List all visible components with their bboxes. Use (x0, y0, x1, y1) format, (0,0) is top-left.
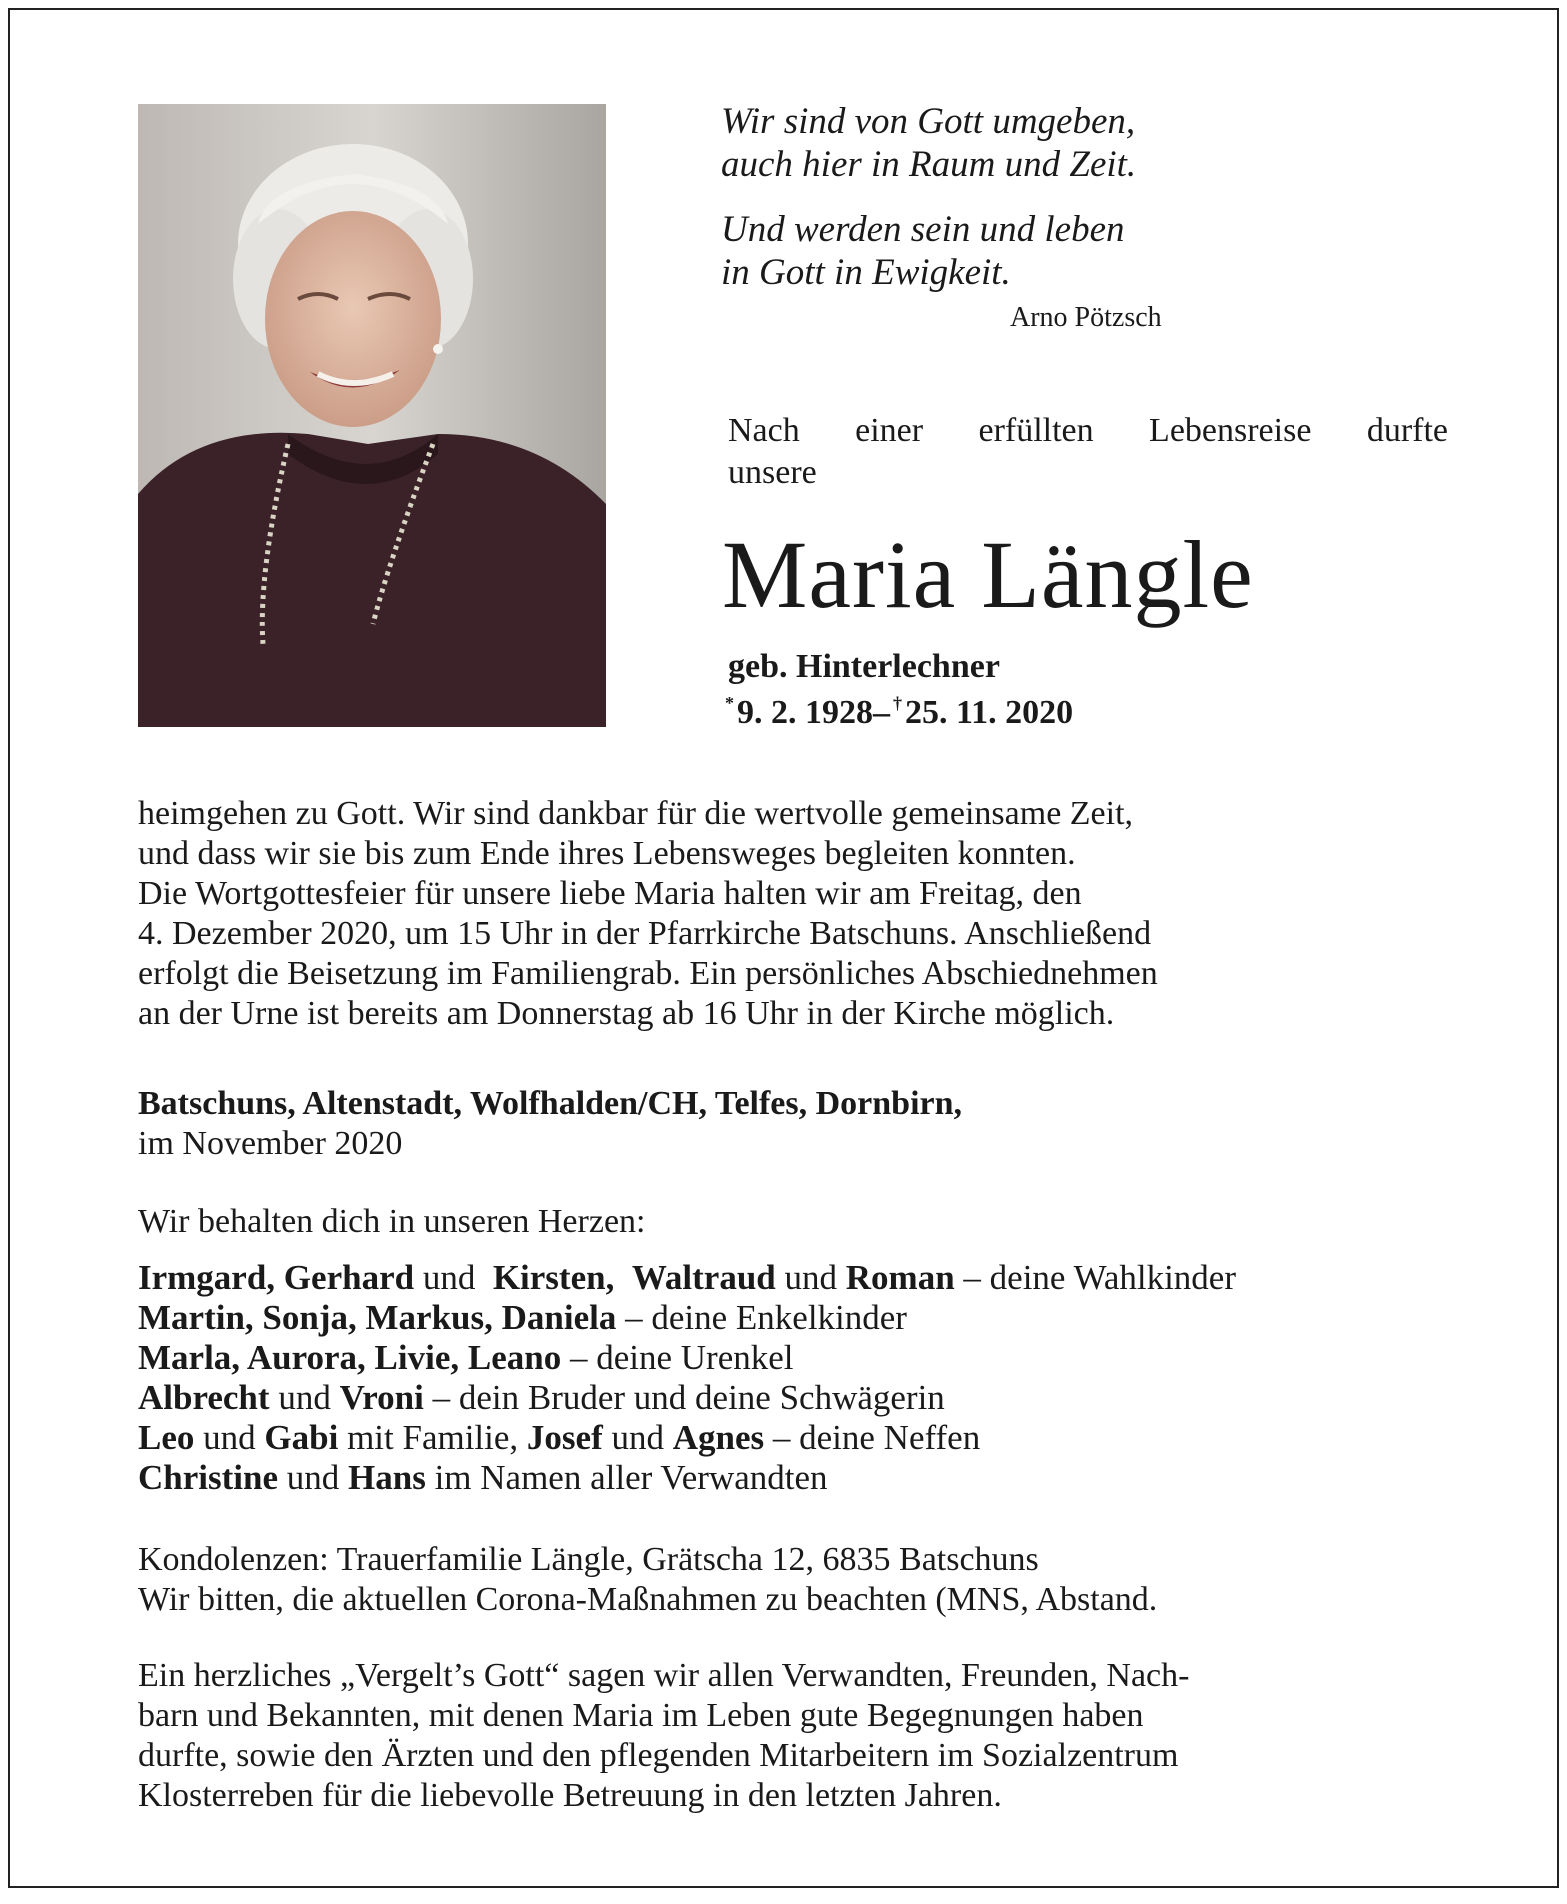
thanks-paragraph (138, 1656, 1443, 1816)
family-names: Agnes (672, 1418, 765, 1457)
family-relation: – deine Enkelkinder (625, 1298, 907, 1337)
body-line: erfolgt die Beisetzung im Familiengrab. Ein persönliches Abschiednehmen (138, 955, 1158, 992)
family-text: und (278, 1378, 331, 1417)
family-names: Gabi (264, 1418, 339, 1457)
family-text: und (784, 1258, 838, 1297)
family-names: Josef (526, 1418, 603, 1457)
family-text: und (203, 1418, 256, 1457)
poem-author: Arno Pötzsch (1010, 302, 1162, 333)
intro-word: erfüllten (978, 412, 1094, 449)
condolence-address: Kondolenzen: Trauerfamilie Längle, Grätscha 12, 6835 Batschuns (138, 1541, 1039, 1578)
family-text: und (286, 1458, 340, 1497)
portrait-image (138, 104, 606, 727)
family-names: Marla, Aurora, Livie, Leano (138, 1338, 562, 1377)
poem-stanza-2 (721, 208, 1281, 294)
thanks-line: barn und Bekannten, mit denen Maria im Leben gute Begegnungen haben (138, 1697, 1144, 1734)
corona-notice: Wir bitten, die aktuellen Corona-Maßnahmen zu beachten (MNS, Abstand. (138, 1581, 1158, 1618)
condolence-info (138, 1540, 1458, 1620)
family-row (138, 1338, 1468, 1378)
family-names: Roman (845, 1258, 955, 1297)
keep-in-hearts-line: Wir behalten dich in unseren Herzen: (138, 1203, 646, 1240)
family-names: Leo (138, 1418, 195, 1457)
family-relation: – deine Urenkel (569, 1338, 794, 1377)
date-dash: – (873, 694, 890, 731)
family-text: und (422, 1258, 476, 1297)
family-relation: – dein Bruder und deine Schwägerin (432, 1378, 945, 1417)
poem-line: Wir sind von Gott umgeben, (721, 101, 1136, 142)
family-names: Kirsten, (492, 1258, 615, 1297)
family-names: Vroni (339, 1378, 424, 1417)
death-mark: † (893, 693, 902, 713)
portrait-photo (138, 104, 606, 727)
family-row (138, 1458, 1468, 1498)
thanks-line: Ein herzliches „Vergelt’s Gott“ sagen wir allen Verwandten, Freunden, Nach- (138, 1657, 1190, 1694)
poem-stanza-1 (721, 100, 1281, 186)
family-list (138, 1258, 1468, 1498)
poem-line: in Gott in Ewigkeit. (721, 252, 1011, 293)
intro-text (728, 410, 1448, 494)
family-names: Irmgard, Gerhard (138, 1258, 415, 1297)
intro-line-1 (728, 410, 1448, 452)
body-line: und dass wir sie bis zum Ende ihres Lebensweges begleiten konnten. (138, 835, 1076, 872)
intro-word: Lebensreise (1149, 412, 1312, 449)
body-line: heimgehen zu Gott. Wir sind dankbar für die wertvolle gemeinsame Zeit, (138, 795, 1134, 832)
family-names: Albrecht (138, 1378, 270, 1417)
intro-word: Nach (728, 412, 800, 449)
body-line: Die Wortgottesfeier für unsere liebe Maria halten wir am Freitag, den (138, 875, 1082, 912)
body-line: 4. Dezember 2020, um 15 Uhr in der Pfarrkirche Batschuns. Anschließend (138, 915, 1152, 952)
family-text: und (611, 1418, 664, 1457)
family-row (138, 1378, 1468, 1418)
maiden-name: geb. Hinterlechner (728, 648, 1000, 685)
family-relation: – deine Wahlkinder (963, 1258, 1236, 1297)
family-row (138, 1418, 1468, 1458)
poem (721, 100, 1281, 316)
poem-line: auch hier in Raum und Zeit. (721, 144, 1137, 185)
family-names: Waltraud (631, 1258, 776, 1297)
family-relation: im Namen aller Verwandten (434, 1458, 828, 1497)
thanks-line: Klosterreben für die liebevolle Betreuung in den letzten Jahren. (138, 1777, 1002, 1814)
intro-line-2: unsere (728, 454, 817, 491)
family-row (138, 1258, 1468, 1298)
family-names: Martin, Sonja, Markus, Daniela (138, 1298, 617, 1337)
family-names: Hans (348, 1458, 426, 1497)
obituary-page (8, 8, 1559, 1888)
poem-line: Und werden sein und leben (721, 209, 1125, 250)
body-line: an der Urne ist bereits am Donnerstag ab 16 Uhr in der Kirche möglich. (138, 995, 1115, 1032)
family-text: mit Familie, (347, 1418, 519, 1457)
places-date (138, 1084, 1438, 1164)
body-paragraph (138, 794, 1423, 1034)
birth-date: 9. 2. 1928 (737, 694, 873, 731)
family-relation: – deine Neffen (772, 1418, 981, 1457)
places-list: Batschuns, Altenstadt, Wolfhalden/CH, Telfes, Dornbirn, (138, 1085, 963, 1122)
death-date: 25. 11. 2020 (905, 694, 1074, 731)
family-names: Christine (138, 1458, 278, 1497)
thanks-line: durfte, sowie den Ärzten und den pflegenden Mitarbeitern im Sozialzentrum (138, 1737, 1179, 1774)
deceased-name: Maria Längle (722, 521, 1254, 628)
family-row (138, 1298, 1468, 1338)
intro-word: durfte (1366, 412, 1448, 449)
life-dates (722, 693, 1073, 732)
announcement-date: im November 2020 (138, 1125, 403, 1162)
birth-mark: * (725, 693, 734, 713)
intro-word: einer (855, 412, 924, 449)
